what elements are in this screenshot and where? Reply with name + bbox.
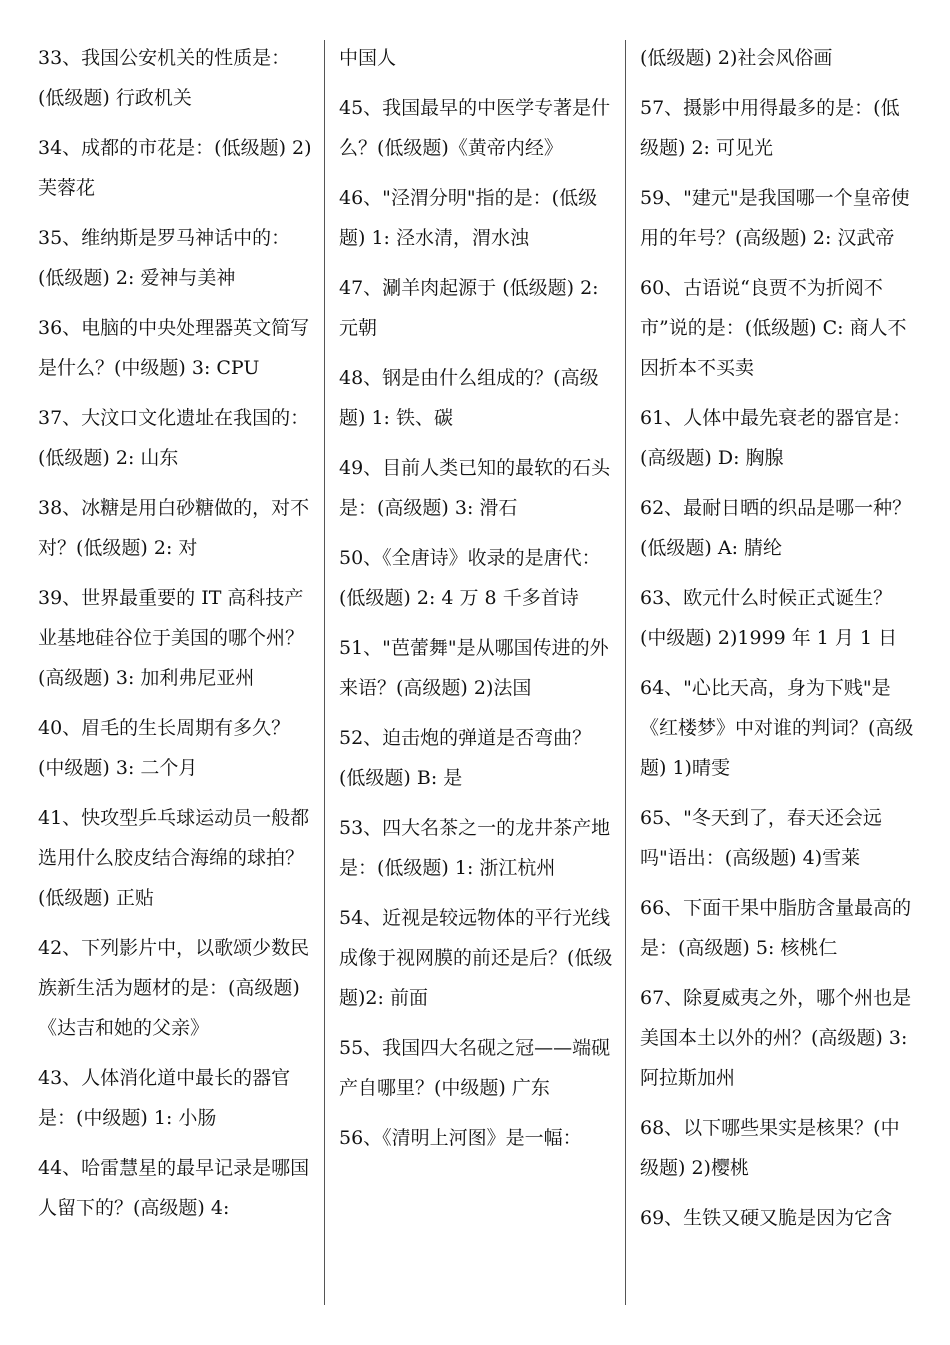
column-2 <box>339 38 617 1168</box>
question-52: 52、迫击炮的弹道是否弯曲？(低级题) B: 是 <box>339 727 592 789</box>
column-divider-1 <box>324 40 325 1305</box>
question-39: 39、世界最重要的 IT 高科技产业基地硅谷位于美国的哪个州？(高级题) 3: 加利弗尼亚州 <box>38 587 305 689</box>
question-35: 35、维纳斯是罗马神话中的：(低级题) 2: 爱神与美神 <box>38 227 291 289</box>
question-37: 37、大汶口文化遗址在我国的：(低级题) 2: 山东 <box>38 407 310 469</box>
question-51: 51、"芭蕾舞"是从哪国传进的外来语？(高级题) 2)法国 <box>339 637 609 699</box>
question-54: 54、近视是较远物体的平行光线成像于视网膜的前还是后？(低级题)2: 前面 <box>339 907 613 1009</box>
question-67: 67、除夏威夷之外，哪个州也是美国本土以外的州？(高级题) 3: 阿拉斯加州 <box>640 987 912 1089</box>
question-43: 43、人体消化道中最长的器官是：(中级题) 1: 小肠 <box>38 1067 291 1129</box>
question-41: 41、快攻型乒乓球运动员一般都选用什么胶皮结合海绵的球拍？(低级题) 正贴 <box>38 807 310 909</box>
question-59: 59、"建元"是我国哪一个皇帝使用的年号？(高级题) 2: 汉武帝 <box>640 187 910 249</box>
question-34: 34、成都的市花是：(低级题) 2)芙蓉花 <box>38 137 312 199</box>
question-62: 62、最耐日晒的织品是哪一种？(低级题) A: 腈纶 <box>640 497 912 559</box>
question-66: 66、下面干果中脂肪含量最高的是：(高级题) 5: 核桃仁 <box>640 897 912 959</box>
question-36: 36、电脑的中央处理器英文简写是什么？(中级题) 3: CPU <box>38 317 310 379</box>
question-68: 68、以下哪些果实是核果？(中级题) 2)樱桃 <box>640 1117 900 1179</box>
column-1 <box>38 38 316 1238</box>
question-45: 45、我国最早的中医学专著是什么？(低级题)《黄帝内经》 <box>339 97 611 159</box>
question-46: 46、"泾渭分明"指的是：(低级题) 1: 泾水清，渭水浊 <box>339 187 598 249</box>
question-40: 40、眉毛的生长周期有多久？(中级题) 3: 二个月 <box>38 717 291 779</box>
question-44-continued: 中国人 <box>339 47 397 69</box>
question-49: 49、目前人类已知的最软的石头是：(高级题) 3: 滑石 <box>339 457 611 519</box>
column-3 <box>640 38 918 1248</box>
question-50: 50、《全唐诗》收录的是唐代：(低级题) 2: 4 万 8 千多首诗 <box>339 547 601 609</box>
question-61: 61、人体中最先衰老的器官是：(高级题) D: 胸腺 <box>640 407 912 469</box>
question-55: 55、我国四大名砚之冠——端砚产自哪里？(中级题) 广东 <box>339 1037 611 1099</box>
question-44: 44、哈雷慧星的最早记录是哪国人留下的？(高级题) 4: <box>38 1157 310 1219</box>
question-60: 60、古语说“良贾不为折阅不市”说的是：(低级题) C: 商人不因折本不买卖 <box>640 277 907 379</box>
question-42: 42、下列影片中，以歌颂少数民族新生活为题材的是：(高级题)《达吉和她的父亲》 <box>38 937 310 1039</box>
question-38: 38、冰糖是用白砂糖做的，对不对？(低级题) 2: 对 <box>38 497 310 559</box>
column-divider-2 <box>625 40 626 1305</box>
question-56: 56、《清明上河图》是一幅： <box>339 1127 582 1149</box>
question-63: 63、欧元什么时候正式诞生？(中级题) 2)1999 年 1 月 1 日 <box>640 587 898 649</box>
question-47: 47、涮羊肉起源于 (低级题) 2: 元朝 <box>339 277 599 339</box>
question-57: 57、摄影中用得最多的是：(低级题) 2: 可见光 <box>640 97 900 159</box>
question-64: 64、"心比天高，身为下贱"是《红楼梦》中对谁的判词？(高级题) 1)晴雯 <box>640 677 914 779</box>
question-53: 53、四大名茶之一的龙井茶产地是：(低级题) 1: 浙江杭州 <box>339 817 611 879</box>
question-65: 65、"冬天到了，春天还会远吗"语出：(高级题) 4)雪莱 <box>640 807 882 869</box>
question-56-continued: (低级题) 2)社会风俗画 <box>640 47 833 69</box>
question-48: 48、钢是由什么组成的？(高级题) 1: 铁、碳 <box>339 367 599 429</box>
question-69: 69、生铁又硬又脆是因为它含 <box>640 1207 893 1229</box>
question-33: 33、我国公安机关的性质是：(低级题) 行政机关 <box>38 47 291 109</box>
